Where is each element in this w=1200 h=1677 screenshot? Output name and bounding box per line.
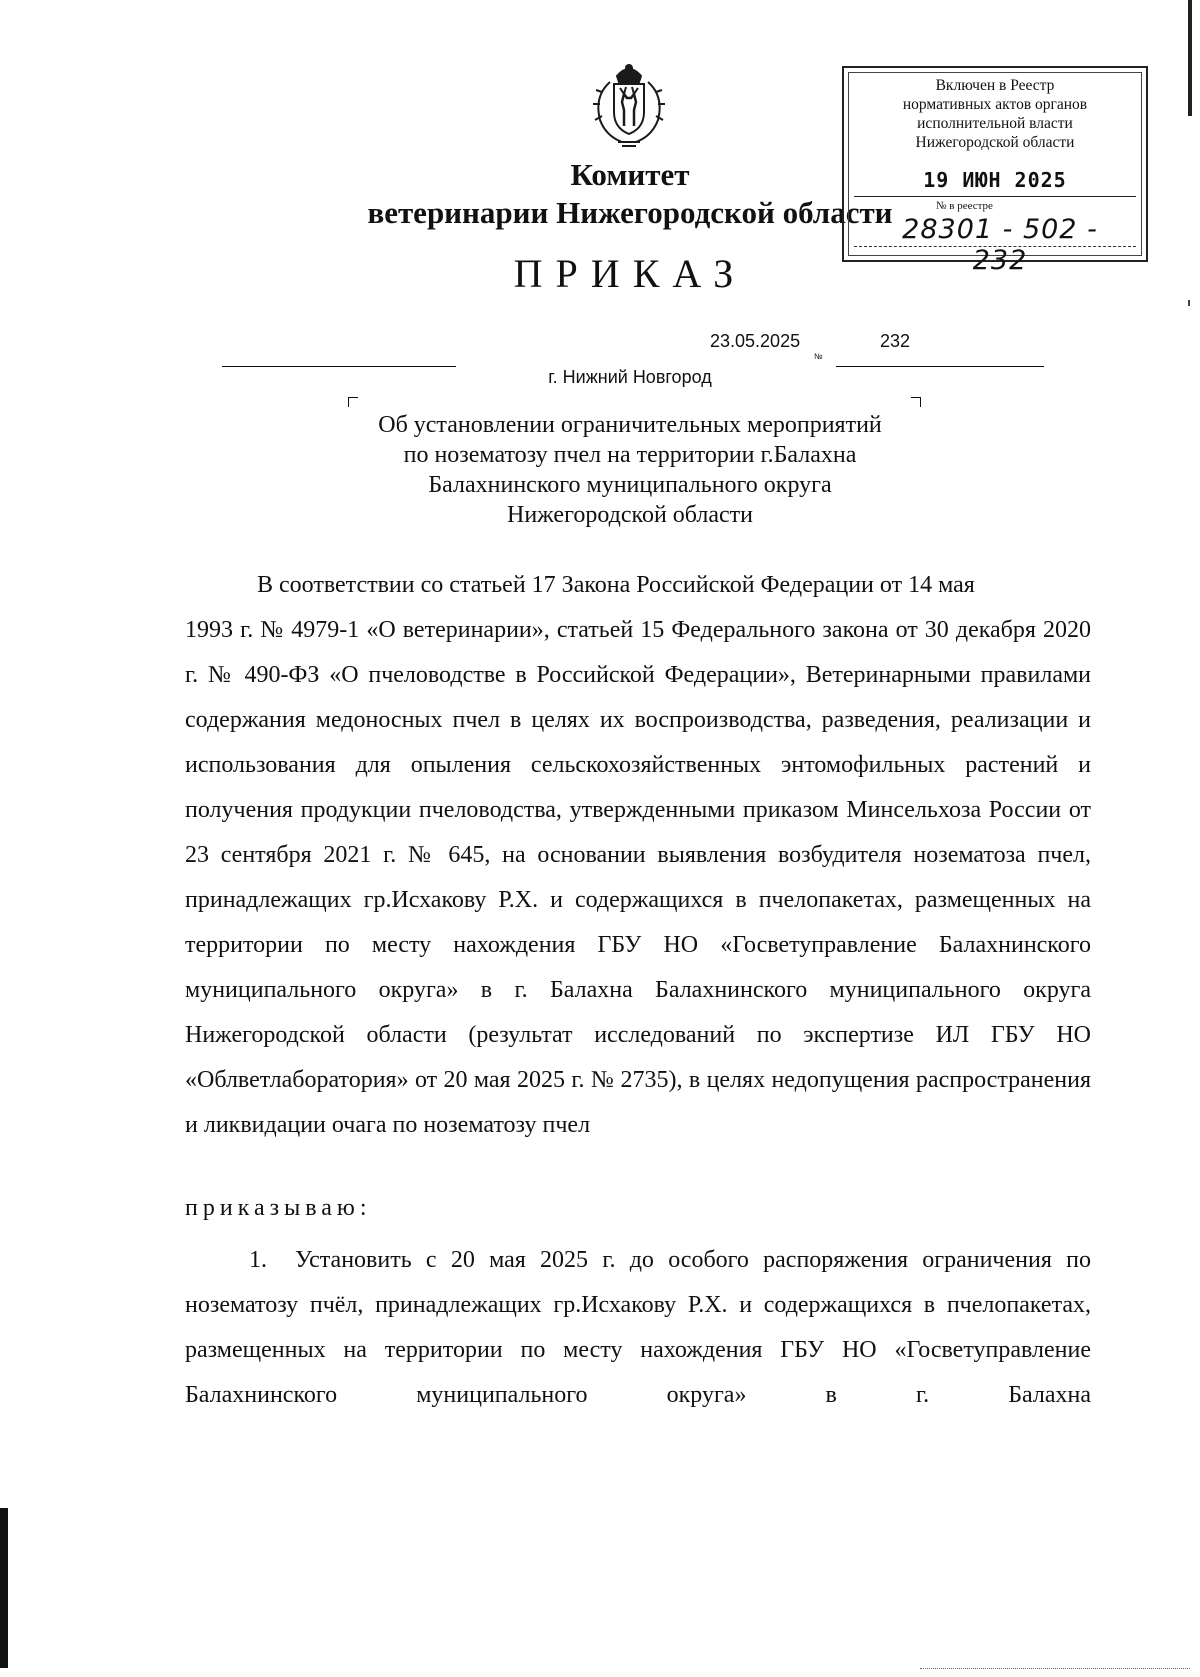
stamp-line2: нормативных актов органов: [902, 96, 1088, 113]
subject-corner-left: [348, 397, 358, 407]
preamble-paragraph: [185, 563, 1091, 1148]
document-subject: [300, 410, 960, 530]
subject-line2: по нозематозу пчел на территории г.Балахна: [403, 442, 857, 468]
organization-title-line1: Комитет: [570, 157, 690, 192]
stamp-number-underline: [854, 246, 1136, 247]
stamp-divider: [854, 196, 1136, 197]
preamble-text: 1993 г. № 4979-1 «О ветеринарии», статьей 15 Федерального закона от 30 декабря 2020 г. № 490-ФЗ «О пчеловодстве в Российской Федерации», Ветеринарными правилами содержания медоносных пчел в целях их воспроизводства, разведения, реализации и использования для опыления сельскохозяйственных энтомофильных растений и получения продукции пчеловодства, утвержденными приказом Минсельхоза России от 23 сентября 2021 г. № 645, на основании выявления возбудителя нозематоза пчел, принадлежащих гр.Исхакову Р.Х. и содержащихся в пчелопакетах, размещенных на территории по месту нахождения ГБУ НО «Госветуправление Балахнинского муниципального округа» в г. Балахна Балахнинского муниципального округа Нижегородской области (результат исследований по экспертизе ИЛ ГБУ НО «Облветлаборатория» от 20 мая 2025 г. № 2735), в целях недопущения распространения и ликвидации очага по нозематозу пчел: [185, 617, 1091, 1138]
subject-line1: Об установлении ограничительных мероприятий: [378, 412, 882, 438]
coat-of-arms-deer-icon: [588, 62, 670, 148]
stamp-line4: Нижегородской области: [915, 134, 1075, 151]
number-underline: [836, 366, 1044, 367]
organization-title-line2: ветеринарии Нижегородской области: [367, 195, 893, 230]
scan-edge-mark: [0, 1508, 8, 1668]
subject-line4: Нижегородской области: [506, 502, 754, 528]
scan-bottom-mark: [920, 1668, 1190, 1669]
item-number: 1.: [249, 1247, 267, 1273]
document-city: г. Нижний Новгород: [548, 367, 712, 387]
registry-stamp: [842, 66, 1148, 276]
preamble-first-line: В соответствии со статьей 17 Закона Российской Федерации от 14 мая: [257, 572, 975, 598]
subject-corner-right: [911, 397, 921, 407]
stamp-registry-number: 28301 - 502 - 232: [902, 214, 1098, 276]
document-date: 23.05.2025: [710, 331, 801, 351]
scan-edge-mark-right: [1188, 0, 1192, 116]
order-word: приказываю:: [185, 1195, 372, 1221]
subject-line3: Балахнинского муниципального округа: [428, 472, 832, 498]
number-sign: №: [814, 352, 823, 361]
stamp-registry-label: № в реестре: [936, 200, 993, 212]
stamp-line1: Включен в Реестр: [935, 77, 1055, 94]
document-number: 232: [880, 331, 911, 351]
scan-dot: [1188, 300, 1190, 306]
stamp-date: 19 ИЮН 2025: [923, 168, 1067, 192]
item-text: Установить с 20 мая 2025 г. до особого распоряжения ограничения по нозематозу пчёл, принадлежащих гр.Исхакову Р.Х. и содержащихся в пчелопакетах, размещенных на территории по месту нахождения ГБУ НО «Госветуправление Балахнинского муниципального округа» в г. Балахна: [185, 1247, 1091, 1408]
stamp-line3: исполнительной власти: [917, 115, 1073, 132]
document-type-title: ПРИКАЗ: [513, 251, 747, 296]
order-item-1: [185, 1238, 1091, 1418]
